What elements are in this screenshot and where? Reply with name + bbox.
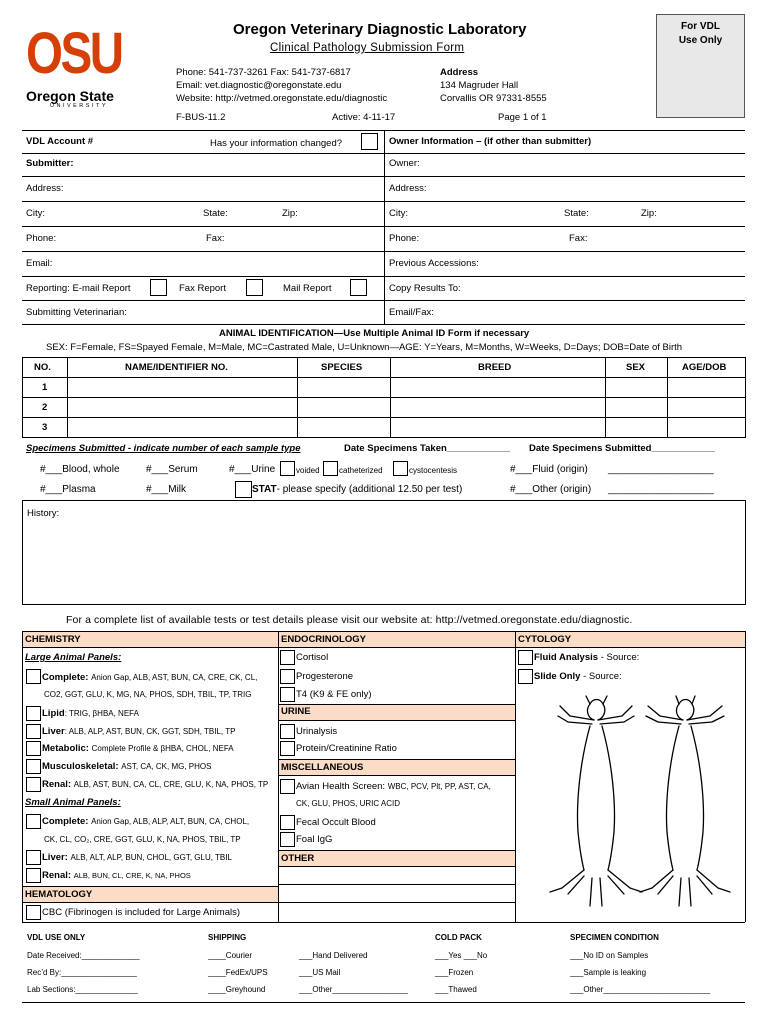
submitter-field[interactable]: Submitter: — [26, 158, 74, 169]
other-origin-field[interactable]: #___Other (origin) — [510, 484, 592, 495]
slide-only-checkbox[interactable] — [518, 669, 533, 684]
la-metabolic-checkbox[interactable] — [26, 741, 41, 756]
sa-complete-tests-a: Anion Gap, ALB, ALP, ALT, BUN, CA, CHOL, — [91, 817, 250, 826]
la-lipid-checkbox[interactable] — [26, 706, 41, 721]
cystocentesis-checkbox[interactable] — [393, 461, 408, 476]
col-name: NAME/IDENTIFIER NO. — [125, 362, 228, 373]
owner-address-field[interactable]: Address: — [389, 183, 427, 194]
cbc-checkbox[interactable] — [26, 905, 41, 920]
coldpack-yes-no[interactable]: ___Yes ___No — [435, 951, 488, 960]
ship-usmail[interactable]: ___US Mail — [299, 968, 341, 977]
copy-results-field[interactable]: Copy Results To: — [389, 283, 461, 294]
avian-screen — [296, 781, 491, 793]
cbc-label: CBC (Fibrinogen is included for Large Animals) — [42, 907, 241, 918]
avian-label: Avian Health Screen: — [296, 781, 386, 792]
submitter-fax-field[interactable]: Fax: — [206, 233, 225, 244]
address-line-1: 134 Magruder Hall — [440, 80, 519, 91]
sa-liver-label: Liver: — [42, 852, 68, 863]
sa-complete-label: Complete: — [42, 816, 89, 827]
submitter-address-field[interactable]: Address: — [26, 183, 64, 194]
specimens-heading: Specimens Submitted - indicate number of each sample type — [26, 443, 301, 454]
urine-field[interactable]: #___Urine — [229, 464, 276, 475]
shipping-heading: SHIPPING — [208, 933, 247, 942]
owner-email-fax-field[interactable]: Email/Fax: — [389, 307, 434, 318]
foal-igg-checkbox[interactable] — [280, 832, 295, 847]
osu-logo-name: Oregon State — [26, 88, 114, 104]
owner-heading-text: Owner Information – (if other than submitter) — [389, 136, 592, 147]
urine-heading: URINE — [281, 706, 311, 717]
la-musculo-label: Musculoskeletal: — [42, 761, 119, 772]
la-musculo-checkbox[interactable] — [26, 759, 41, 774]
la-renal-checkbox[interactable] — [26, 777, 41, 792]
coldpack-thawed[interactable]: ___Thawed — [435, 985, 477, 994]
address-label: Address — [440, 67, 479, 78]
sa-renal-label: Renal: — [42, 870, 72, 881]
specimen-condition-heading: SPECIMEN CONDITION — [570, 933, 659, 942]
la-renal-tests: ALB, AST, BUN, CA, CL, CRE, GLU, K, NA, PHOS, TP — [73, 780, 269, 789]
la-metabolic — [42, 743, 234, 755]
avian-checkbox[interactable] — [280, 779, 295, 794]
previous-accessions-field[interactable]: Previous Accessions: — [389, 258, 479, 269]
fluid-analysis-bold: Fluid Analysis — [534, 652, 599, 663]
fluid-analysis-rest: - Source: — [600, 652, 640, 663]
coldpack-frozen[interactable]: ___Frozen — [435, 968, 474, 977]
t4-label: T4 (K9 & FE only) — [296, 689, 372, 700]
stat-rest: - please specify (additional 12.50 per test) — [276, 484, 463, 495]
progesterone-label: Progesterone — [296, 671, 354, 682]
info-changed-checkbox[interactable] — [361, 133, 378, 150]
progesterone-checkbox[interactable] — [280, 669, 295, 684]
animal-row-2[interactable]: 2 — [42, 402, 48, 413]
lab-website: Website: http://vetmed.oregonstate.edu/diagnostic — [176, 93, 388, 104]
la-liver — [42, 726, 235, 738]
sa-liver-tests: ALB, ALT, ALP, BUN, CHOL, GGT, GLU, TBIL — [70, 853, 232, 862]
owner-city-field[interactable]: City: — [389, 208, 408, 219]
la-lipid-tests: : TRIG, βHBA, NEFA — [64, 709, 139, 718]
col-breed: BREED — [478, 362, 512, 373]
cytology-heading: CYTOLOGY — [518, 634, 572, 645]
submitter-state-field[interactable]: State: — [203, 208, 228, 219]
catheterized-label: catheterized — [339, 466, 383, 475]
slide-only-rest: - Source: — [583, 671, 622, 682]
cond-other[interactable]: ___Other________________________ — [570, 985, 711, 994]
la-lipid — [42, 708, 139, 720]
animal-row-1[interactable]: 1 — [42, 382, 48, 393]
owner-heading — [389, 136, 591, 148]
lab-title: Oregon Veterinary Diagnostic Laboratory — [233, 21, 527, 38]
la-liver-label: Liver — [42, 726, 65, 737]
milk-field[interactable]: #___Milk — [146, 484, 187, 495]
animal-body-diagram[interactable] — [540, 692, 735, 912]
history-label: History: — [27, 508, 60, 519]
owner-field[interactable]: Owner: — [389, 158, 420, 169]
chemistry-heading: CHEMISTRY — [25, 634, 81, 645]
sa-complete-checkbox[interactable] — [26, 814, 41, 829]
ship-greyhound[interactable]: ____Greyhound — [208, 985, 266, 994]
voided-checkbox[interactable] — [280, 461, 295, 476]
other-origin-line[interactable]: ___________________ — [608, 484, 714, 495]
sa-complete-tests-b: CK, CL, CO₂, CRE, GGT, GLU, K, NA, PHOS, TBIL, TP — [44, 835, 241, 844]
date-received-field[interactable]: Date Received:_____________ — [27, 951, 140, 960]
fluid-analysis — [534, 652, 639, 664]
fax-report-checkbox[interactable] — [246, 279, 263, 296]
email-report-checkbox[interactable] — [150, 279, 167, 296]
la-lipid-label: Lipid — [42, 708, 65, 719]
protein-ratio-checkbox[interactable] — [280, 741, 295, 756]
ship-hand[interactable]: ___Hand Delivered — [299, 951, 368, 960]
fluid-origin-field[interactable]: #___Fluid (origin) — [510, 464, 588, 475]
plasma-field[interactable]: #___Plasma — [40, 484, 96, 495]
lab-phone-fax: Phone: 541-737-3261 Fax: 541-737-6817 — [176, 67, 351, 78]
la-renal-label: Renal: — [42, 779, 72, 790]
t4-checkbox[interactable] — [280, 687, 295, 702]
submitting-vet-field[interactable]: Submitting Veterinarian: — [26, 307, 127, 318]
sa-liver-checkbox[interactable] — [26, 850, 41, 865]
coldpack-heading: COLD PACK — [435, 933, 482, 942]
fluid-analysis-checkbox[interactable] — [518, 650, 533, 665]
voided-label: voided — [296, 466, 320, 475]
catheterized-checkbox[interactable] — [323, 461, 338, 476]
ship-courier[interactable]: ____Courier — [208, 951, 253, 960]
large-animal-panels: Large Animal Panels: — [25, 652, 122, 663]
active-date: Active: 4-11-17 — [332, 112, 396, 123]
submitter-email-field[interactable]: Email: — [26, 258, 53, 269]
owner-phone-field[interactable]: Phone: — [389, 233, 420, 244]
sa-renal-checkbox[interactable] — [26, 868, 41, 883]
vdl-use-box-label: For VDL Use Only — [678, 21, 723, 46]
vdl-account-label[interactable]: VDL Account # — [26, 136, 94, 147]
lab-email: Email: vet.diagnostic@oregonstate.edu — [176, 80, 342, 91]
slide-only — [534, 671, 622, 683]
owner-state-field[interactable]: State: — [564, 208, 589, 219]
stat-checkbox[interactable] — [235, 481, 252, 498]
reporting-email-label: Reporting: E-mail Report — [26, 283, 131, 294]
la-musculo — [42, 761, 211, 773]
fecal-label: Fecal Occult Blood — [296, 817, 376, 828]
sa-renal-tests: ALB, BUN, CL, CRE, K, NA, PHOS — [73, 871, 191, 880]
col-sex: SEX — [626, 362, 646, 373]
lab-sections-field[interactable]: Lab Sections:______________ — [27, 985, 138, 994]
ship-fedex[interactable]: ____FedEx/UPS — [208, 968, 268, 977]
endocrinology-heading: ENDOCRINOLOGY — [281, 634, 366, 645]
mail-report-label: Mail Report — [283, 283, 332, 294]
fluid-origin-line[interactable]: ___________________ — [608, 464, 714, 475]
owner-zip-field[interactable]: Zip: — [641, 208, 657, 219]
col-no: NO. — [34, 362, 51, 373]
la-complete-tests-b: CO2, GGT, GLU, K, MG, NA, PHOS, SDH, TBIL, TP, TRIG — [44, 690, 252, 699]
col-species: SPECIES — [321, 362, 363, 373]
submitter-phone-field[interactable]: Phone: — [26, 233, 57, 244]
serum-field[interactable]: #___Serum — [146, 464, 198, 475]
protein-ratio-label: Protein/Creatinine Ratio — [296, 743, 397, 754]
blood-whole-field[interactable]: #___Blood, whole — [40, 464, 120, 475]
mail-report-checkbox[interactable] — [350, 279, 367, 296]
address-line-2: Corvallis OR 97331-8555 — [440, 93, 547, 104]
owner-fax-field[interactable]: Fax: — [569, 233, 588, 244]
sa-renal — [42, 870, 191, 882]
col-age: AGE/DOB — [682, 362, 727, 373]
ship-other[interactable]: ___Other_________________ — [299, 985, 408, 994]
la-musculo-tests: AST, CA, CK, MG, PHOS — [121, 762, 212, 771]
page-number: Page 1 of 1 — [498, 112, 547, 123]
info-changed-label: Has your information changed? — [210, 138, 343, 149]
la-metabolic-label: Metabolic: — [42, 743, 89, 754]
animal-id-heading: ANIMAL IDENTIFICATION—Use Multiple Animal ID Form if necessary — [219, 328, 530, 339]
osu-logo-sub: UNIVERSITY — [50, 103, 109, 109]
stat-bold: STAT — [252, 484, 277, 495]
submitter-zip-field[interactable]: Zip: — [282, 208, 298, 219]
vdl-use-box[interactable] — [656, 14, 745, 118]
date-taken-field[interactable]: Date Specimens Taken____________ — [344, 443, 511, 454]
la-complete — [42, 672, 257, 684]
animal-row-3[interactable]: 3 — [42, 422, 48, 433]
fax-report-label: Fax Report — [179, 283, 226, 294]
history-box[interactable] — [22, 500, 746, 605]
cond-no-id[interactable]: ___No ID on Samples — [570, 951, 649, 960]
osu-logo-mark: OSU — [26, 21, 122, 86]
form-id: F-BUS-11.2 — [176, 112, 226, 123]
la-complete-checkbox[interactable] — [26, 669, 41, 684]
la-metabolic-tests: Complete Profile & βHBA, CHOL, NEFA — [91, 744, 234, 753]
form-subtitle: Clinical Pathology Submission Form — [270, 42, 465, 54]
cystocentesis-label: cystocentesis — [409, 466, 458, 475]
animal-id-legend: SEX: F=Female, FS=Spayed Female, M=Male, MC=Castrated Male, U=Unknown—AGE: Y=Years, M=Months, W=Weeks, D=Days; DOB=Date of Birth — [46, 342, 683, 353]
slide-only-bold: Slide Only — [534, 671, 581, 682]
la-complete-label: Complete: — [42, 672, 89, 683]
hematology-heading: HEMATOLOGY — [25, 889, 93, 900]
urinalysis-checkbox[interactable] — [280, 724, 295, 739]
cond-leaking[interactable]: ___Sample is leaking — [570, 968, 647, 977]
la-renal — [42, 779, 268, 791]
other-heading: OTHER — [281, 853, 315, 864]
fecal-checkbox[interactable] — [280, 815, 295, 830]
urinalysis-label: Urinalysis — [296, 726, 338, 737]
submitter-city-field[interactable]: City: — [26, 208, 45, 219]
foal-igg-label: Foal IgG — [296, 834, 333, 845]
la-complete-tests-a: Anion Gap, ALB, AST, BUN, CA, CRE, CK, CL, — [91, 673, 258, 682]
tests-info-line: For a complete list of available tests or test details please visit our website at: http://vetmed.oregonstate.edu/diagnostic. — [66, 614, 633, 626]
date-submitted-field[interactable]: Date Specimens Submitted____________ — [529, 443, 715, 454]
sa-complete — [42, 816, 249, 828]
cortisol-checkbox[interactable] — [280, 650, 295, 665]
la-liver-checkbox[interactable] — [26, 724, 41, 739]
misc-heading: MISCELLANEOUS — [281, 762, 364, 773]
stat-label — [252, 484, 462, 496]
avian-tests-b: CK, GLU, PHOS, URIC ACID — [296, 799, 401, 808]
sa-liver — [42, 852, 232, 864]
cortisol-label: Cortisol — [296, 652, 329, 663]
la-liver-tests: : ALB, ALP, AST, BUN, CK, GGT, SDH, TBIL, TP — [64, 727, 236, 736]
small-animal-panels: Small Animal Panels: — [25, 797, 121, 808]
recd-by-field[interactable]: Rec’d By:_________________ — [27, 968, 137, 977]
avian-tests-a: WBC, PCV, Plt, PP, AST, CA, — [387, 782, 491, 791]
vdl-only-heading: VDL USE ONLY — [27, 933, 86, 942]
